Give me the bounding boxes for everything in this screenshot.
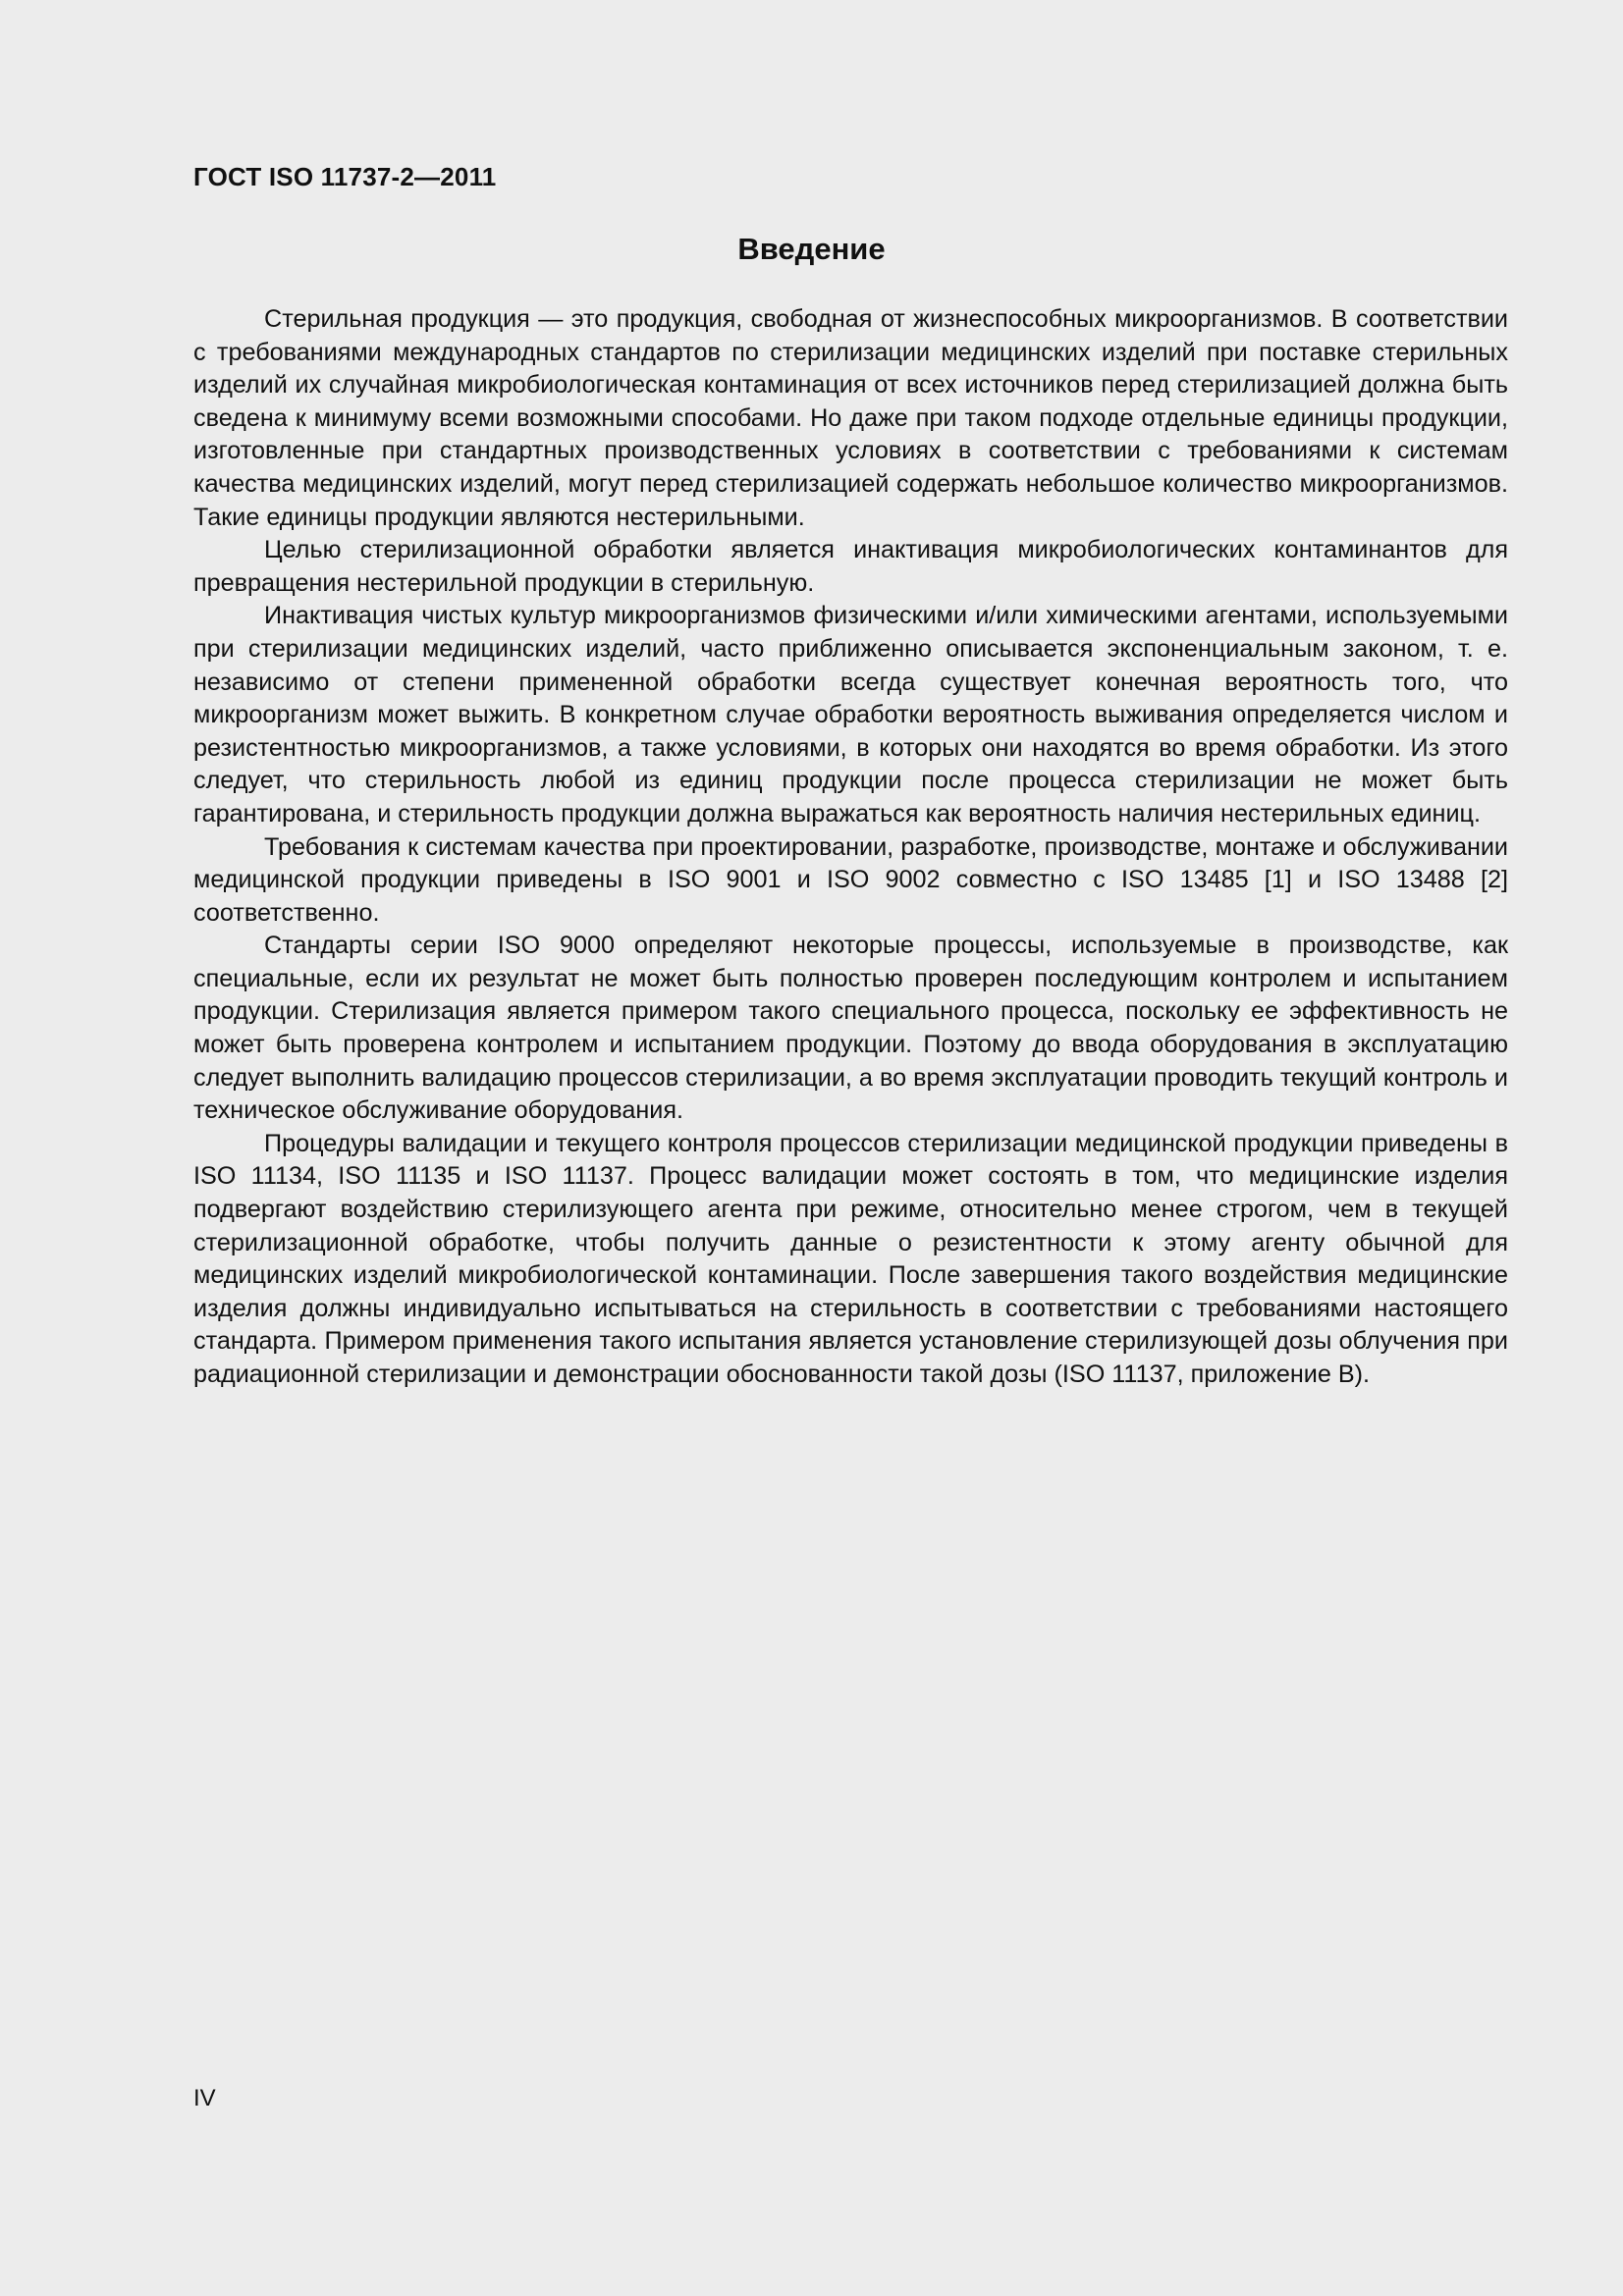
document-code: ГОСТ ISO 11737-2—2011 xyxy=(193,162,497,191)
paragraph-iso-9000-processes: Стандарты серии ISO 9000 определяют некоторые процессы, используемые в производстве, как специальные, если их результат не может быть полностью проверен последующим контролем и испытанием продукции. Стерилизация является примером такого специального процесса, поскольку ее эффективность не может быть проверена контролем и испытанием продукции. Поэтому до ввода оборудования в эксплуатацию следует выполнить валидацию процессов стерилизации, а во время эксплуатации проводить текущий контроль и техническое обслуживание оборудования. xyxy=(193,932,1508,1125)
section-title: Введение xyxy=(737,232,886,266)
paragraph-sterilization-purpose: Целью стерилизационной обработки является инактивация микробиологических контаминантов для превращения нестерильной продукции в стерильную. xyxy=(193,536,1508,597)
introduction-body xyxy=(193,303,1508,1392)
paragraph-quality-systems: Требования к системам качества при проектировании, разработке, производстве, монтаже и обслуживании медицинской продукции приведены в ISO 9001 и ISO 9002 совместно с ISO 13485 [1] и ISO 13488 [2] соответственно. xyxy=(193,832,1508,927)
paragraph-validation-procedures: Процедуры валидации и текущего контроля процессов стерилизации медицинской продукции приведены в ISO 11134, ISO 11135 и ISO 11137. Процесс валидации может состоять в том, что медицинские изделия подвергают воздействию стерилизующего агента при режиме, относительно менее строгом, чем в текущей стерилизационной обработке, чтобы получить данные о резистентности к этому агенту обычной для медицинских изделий микробиологической контаминации. После завершения такого воздействия медицинские изделия должны индивидуально испытываться на стерильность в соответствии с требованиями настоящего стандарта. Примером применения такого испытания является установление стерилизующей дозы облучения при радиационной стерилизации и демонстрации обоснованности такой дозы (ISO 11137, приложение В). xyxy=(193,1129,1508,1388)
paragraph-sterile-products: Стерильная продукция — это продукция, свободная от жизнеспособных микроорганизмов. В соответствии с требованиями международных стандартов по стерилизации медицинских изделий при поставке стерильных изделий их случайная микробиологическая контаминация от всех источников перед стерилизацией должна быть сведена к минимуму всеми возможными способами. Но даже при таком подходе отдельные единицы продукции, изготовленные при стандартных производственных условиях в соответствии с требованиями к системам качества медицинских изделий, могут перед стерилизацией содержать небольшое количество микроорганизмов. Такие единицы продукции являются нестерильными. xyxy=(193,305,1508,531)
page-number: IV xyxy=(193,2085,216,2111)
paragraph-inactivation: Инактивация чистых культур микроорганизмов физическими и/или химическими агентами, используемыми при стерилизации медицинских изделий, часто приближенно описывается экспоненциальным законом, т. е. независимо от степени примененной обработки всегда существует конечная вероятность того, что микроорганизм может выжить. В конкретном случае обработки вероятность выживания определяется числом и резистентностью микроорганизмов, а также условиями, в которых они находятся во время обработки. Из этого следует, что стерильность любой из единиц продукции после процесса стерилизации не может быть гарантирована, и стерильность продукции должна выражаться как вероятность наличия нестерильных единиц. xyxy=(193,602,1508,828)
